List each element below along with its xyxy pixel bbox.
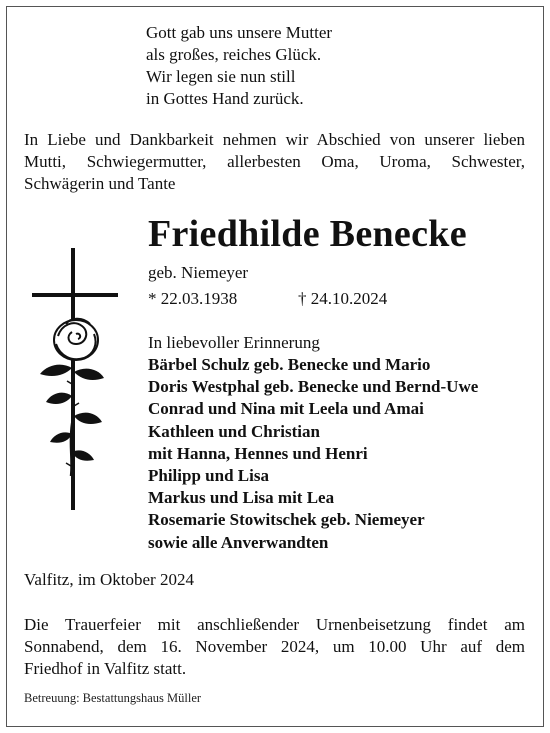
service-line: Friedhof in Valfitz statt. [24, 659, 187, 678]
poem-line: Wir legen sie nun still [146, 67, 296, 86]
list-item: Markus und Lisa mit Lea [148, 488, 335, 508]
birth-name: geb. Niemeyer [148, 263, 249, 282]
farewell-intro: In Liebe und Dankbarkeit nehmen wir Abschied von unserer lieben Mutti, Schwiegermutter, allerbesten Oma, Uroma, Schwester, Schwägerin und Tante [24, 130, 525, 193]
cross-with-rose-icon [26, 244, 126, 514]
memorial-poem [146, 22, 332, 110]
list-item: Bärbel Schulz geb. Benecke und Mario [148, 355, 431, 374]
list-item: Kathleen und Christian [148, 421, 320, 441]
service-line: Die Trauerfeier mit anschließender Urnenbeisetzung findet am [24, 615, 525, 634]
list-item: Philipp und Lisa [148, 466, 269, 486]
funeral-service-info [24, 614, 525, 680]
poem-line: Gott gab uns unsere Mutter [146, 23, 333, 42]
list-item: Rosemarie Stowitschek geb. Niemeyer [148, 510, 425, 530]
list-item: mit Hanna, Hennes und Henri [148, 443, 368, 463]
mourners-intro: In liebevoller Erinnerung [148, 333, 320, 352]
birth-date: * 22.03.1938 [148, 289, 238, 308]
service-line: Sonnabend, dem 16. November 2024, um 10.00 Uhr auf dem [24, 637, 525, 656]
place-and-date: Valfitz, im Oktober 2024 [24, 570, 194, 589]
poem-line: in Gottes Hand zurück. [146, 89, 304, 108]
death-date: † 24.10.2024 [298, 289, 388, 308]
list-item: sowie alle Anverwandten [148, 532, 329, 552]
list-item: Conrad und Nina mit Leela und Amai [148, 399, 424, 419]
deceased-name: Friedhilde Benecke [148, 213, 467, 255]
poem-line: als großes, reiches Glück. [146, 45, 322, 64]
funeral-home-credit: Betreuung: Bestattungshaus Müller [24, 691, 202, 705]
list-item: Doris Westphal geb. Benecke und Bernd-Uwe [148, 377, 479, 397]
mourners-list [148, 354, 478, 554]
